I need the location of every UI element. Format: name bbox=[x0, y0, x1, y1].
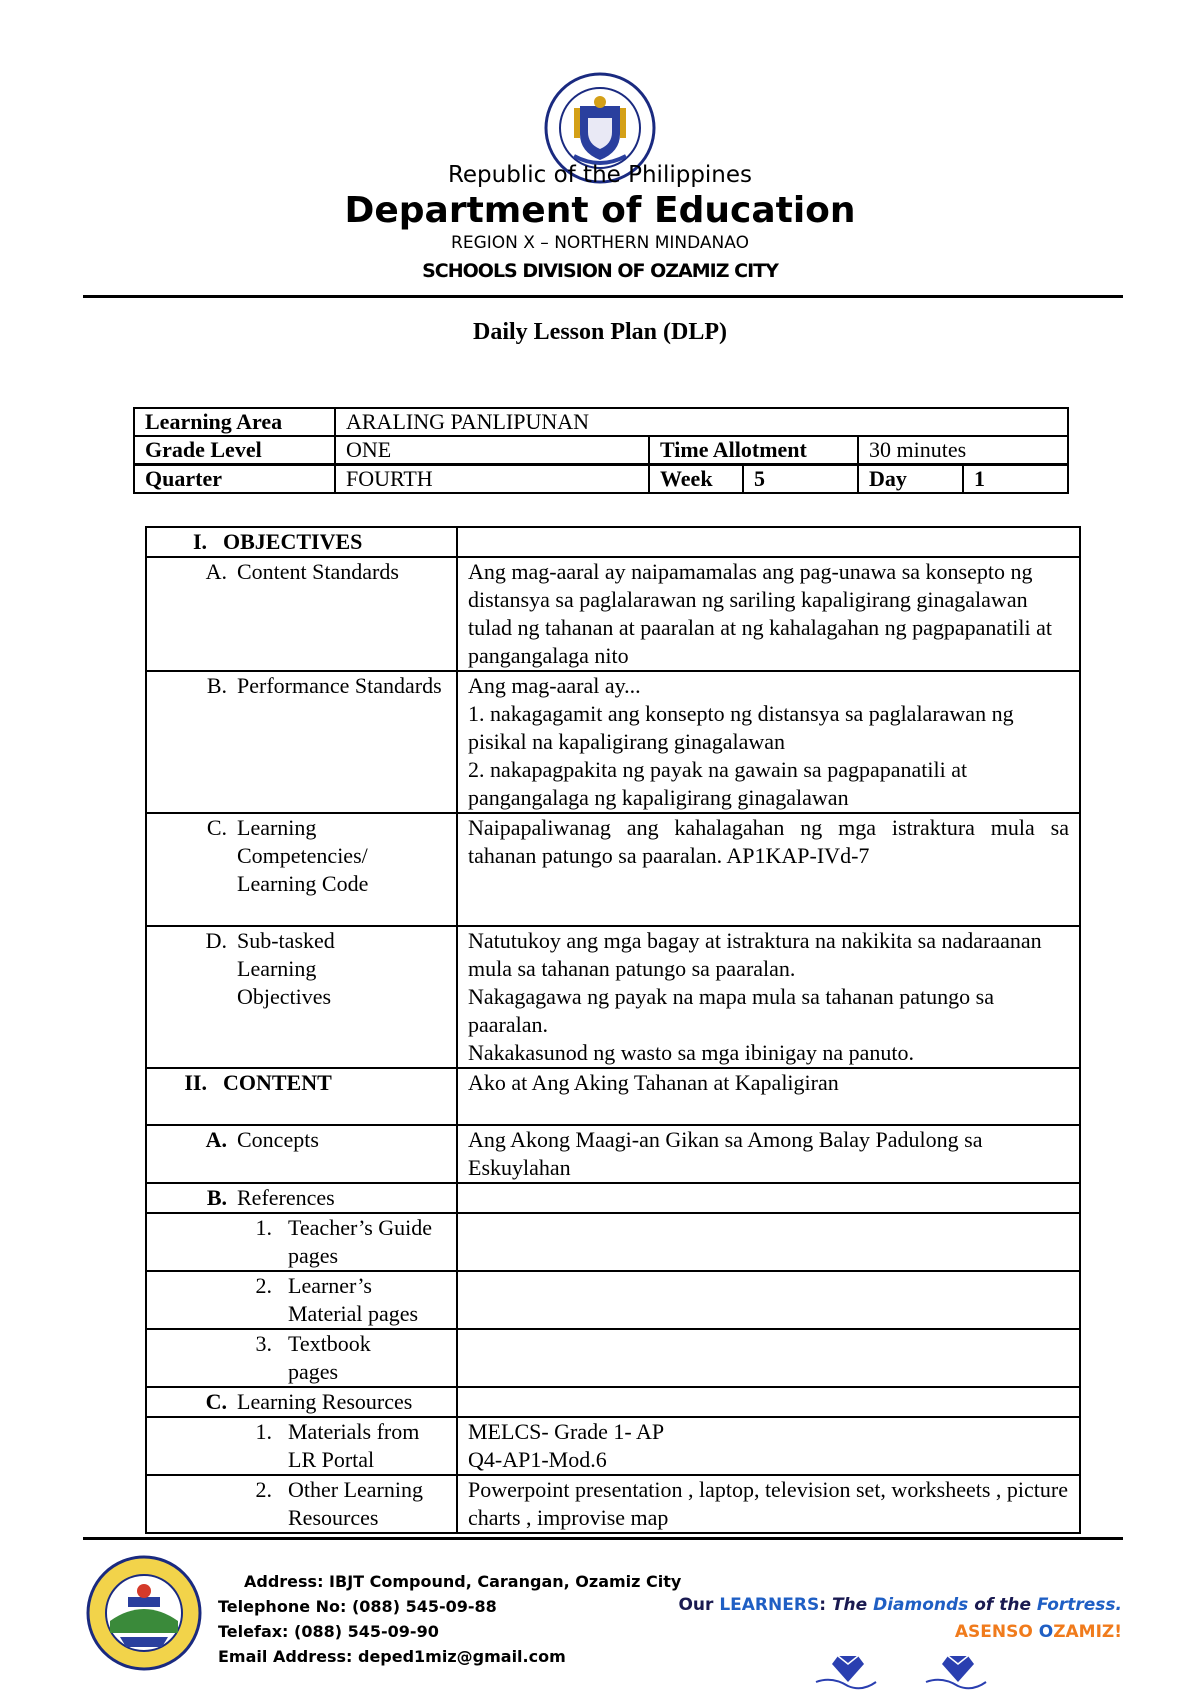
subtasked-objectives-row bbox=[146, 926, 1080, 1068]
motto-fortress: Fortress. bbox=[1036, 1595, 1122, 1615]
document-title: Daily Lesson Plan (DLP) bbox=[472, 319, 727, 345]
content-label: CONTENT bbox=[223, 1070, 332, 1095]
performance-intro: Ang mag-aaral ay... bbox=[468, 673, 641, 698]
concepts-row bbox=[146, 1125, 1080, 1183]
footer-email: Email Address: deped1miz@gmail.com bbox=[218, 1647, 566, 1666]
textbook-label: Textbook pages bbox=[288, 1331, 371, 1384]
teachers-guide-value bbox=[457, 1213, 1080, 1271]
content-standards-row bbox=[146, 557, 1080, 671]
subtasked-objectives-letter: D. bbox=[205, 928, 227, 953]
learners-material-row bbox=[146, 1271, 1080, 1329]
motto-learners: LEARNERS bbox=[719, 1595, 820, 1615]
performance-standards-row bbox=[146, 671, 1080, 813]
subtask-1: Natutukoy ang mga bagay at istraktura na nakikita sa nadaraanan mula sa tahanan patungo sa paaralan. bbox=[468, 928, 1042, 981]
learning-area-value: ARALING PANLIPUNAN bbox=[335, 408, 1068, 436]
concepts-letter: A. bbox=[205, 1127, 227, 1152]
asenso-zamiz: ZAMIZ! bbox=[1053, 1622, 1122, 1642]
lesson-plan-table bbox=[145, 526, 1081, 1534]
lr-portal-line-1: MELCS- Grade 1- AP bbox=[468, 1419, 665, 1444]
time-allotment-value: 30 minutes bbox=[858, 436, 1068, 464]
teachers-guide-label: Teacher’s Guide pages bbox=[288, 1215, 433, 1268]
day-value: 1 bbox=[963, 465, 1068, 493]
references-letter: B. bbox=[206, 1185, 227, 1210]
lr-portal-row bbox=[146, 1417, 1080, 1475]
footer-telefax: Telefax: (088) 545-09-90 bbox=[218, 1622, 439, 1641]
motto-the: The bbox=[831, 1595, 868, 1615]
footer-motto bbox=[640, 1593, 1122, 1618]
subtask-3: Nakakasunod ng wasto sa mga ibinigay na panuto. bbox=[468, 1040, 915, 1065]
diamonds-logo-left bbox=[812, 1652, 880, 1692]
textbook-value bbox=[457, 1329, 1080, 1387]
other-resources-text: Powerpoint presentation , laptop, television set, worksheets , picture charts , improvise map bbox=[457, 1475, 1080, 1533]
footer-telephone: Telephone No: (088) 545-09-88 bbox=[218, 1597, 497, 1616]
footer-rule bbox=[83, 1537, 1123, 1540]
ozamiz-division-seal bbox=[86, 1555, 202, 1671]
lesson-info-table bbox=[133, 407, 1069, 465]
learners-material-label: Learner’s Material pages bbox=[288, 1273, 419, 1326]
footer-address: Address: IBJT Compound, Carangan, Ozamiz City bbox=[244, 1572, 682, 1591]
lr-portal-label: Materials from LR Portal bbox=[288, 1419, 420, 1472]
concepts-text: Ang Akong Maagi-an Gikan sa Among Balay Padulong sa Eskuylahan bbox=[457, 1125, 1080, 1183]
performance-item-1: 1. nakagagamit ang konsepto ng distansya sa paglalarawan ng pisikal na kapaligirang ginagalawan bbox=[468, 701, 1014, 754]
motto-diamonds: Diamonds bbox=[873, 1595, 969, 1615]
subtask-2: Nakagagawa ng payak na mapa mula sa tahanan patungo sa paaralan. bbox=[468, 984, 994, 1037]
republic-line: Republic of the Philippines bbox=[447, 162, 753, 188]
objectives-row bbox=[146, 527, 1080, 557]
content-number: II. bbox=[184, 1070, 207, 1095]
references-row bbox=[146, 1183, 1080, 1213]
motto-our: Our bbox=[678, 1595, 714, 1615]
learning-competencies-text: Naipapaliwanag ang kahalagahan ng mga istraktura mula sa tahanan patungo sa paaralan. AP1KAP-IVd-7 bbox=[457, 813, 1080, 926]
learning-resources-row bbox=[146, 1387, 1080, 1417]
lr-portal-line-2: Q4-AP1-Mod.6 bbox=[468, 1447, 607, 1472]
region-line: REGION X – NORTHERN MINDANAO bbox=[451, 233, 749, 253]
motto-of-the: of the bbox=[974, 1595, 1031, 1615]
learning-resources-label: Learning Resources bbox=[237, 1389, 413, 1414]
performance-standards-label: Performance Standards bbox=[237, 673, 442, 698]
footer-asenso bbox=[640, 1620, 1122, 1645]
references-label: References bbox=[237, 1185, 335, 1210]
other-resources-label: Other Learning Resources bbox=[288, 1477, 423, 1530]
week-value: 5 bbox=[743, 465, 858, 493]
content-standards-text: Ang mag-aaral ay naipamamalas ang pag-unawa sa konsepto ng distansya sa paglalarawan ng sariling kapaligirang ginagalawan tulad ng tahanan at paaralan at ng kahalagahan ng pagpapanatili at pangangalaga nito bbox=[457, 557, 1080, 671]
objectives-label: OBJECTIVES bbox=[223, 529, 363, 554]
motto-colon: : bbox=[819, 1595, 827, 1615]
quarter-value: FOURTH bbox=[335, 465, 649, 493]
textbook-number: 3. bbox=[255, 1331, 272, 1356]
learners-material-number: 2. bbox=[255, 1273, 272, 1298]
learning-competencies-letter: C. bbox=[206, 815, 227, 840]
teachers-guide-row bbox=[146, 1213, 1080, 1271]
learning-area-label: Learning Area bbox=[134, 408, 335, 436]
quarter-label: Quarter bbox=[134, 465, 335, 493]
content-standards-label: Content Standards bbox=[237, 559, 399, 584]
department-title: Department of Education bbox=[344, 190, 856, 231]
objectives-number: I. bbox=[192, 529, 207, 554]
asenso-word: ASENSO bbox=[954, 1622, 1033, 1642]
grade-level-value: ONE bbox=[335, 436, 649, 464]
division-line: SCHOOLS DIVISION OF OZAMIZ CITY bbox=[422, 260, 778, 282]
asenso-o: O bbox=[1038, 1622, 1054, 1642]
lr-portal-number: 1. bbox=[255, 1419, 272, 1444]
subtasked-objectives-label: Sub-tasked Learning Objectives bbox=[237, 928, 335, 1009]
header-rule bbox=[83, 295, 1123, 298]
concepts-label: Concepts bbox=[237, 1127, 319, 1152]
grade-level-label: Grade Level bbox=[134, 436, 335, 464]
content-row bbox=[146, 1068, 1080, 1125]
quarter-row-table bbox=[133, 464, 1069, 494]
learners-material-value bbox=[457, 1271, 1080, 1329]
other-resources-number: 2. bbox=[255, 1477, 272, 1502]
diamonds-logo-right bbox=[922, 1652, 990, 1692]
learning-competencies-label: Learning Competencies/ Learning Code bbox=[237, 815, 369, 896]
teachers-guide-number: 1. bbox=[255, 1215, 272, 1240]
performance-item-2: 2. nakapagpakita ng payak na gawain sa pagpapanatili at pangangalaga ng kapaligirang ginagalawan bbox=[468, 757, 968, 810]
content-standards-letter: A. bbox=[205, 559, 227, 584]
textbook-row bbox=[146, 1329, 1080, 1387]
week-label: Week bbox=[649, 465, 743, 493]
content-text: Ako at Ang Aking Tahanan at Kapaligiran bbox=[457, 1068, 1080, 1125]
learning-resources-letter: C. bbox=[205, 1389, 227, 1414]
day-label: Day bbox=[858, 465, 963, 493]
time-allotment-label: Time Allotment bbox=[649, 436, 858, 464]
learning-competencies-row bbox=[146, 813, 1080, 926]
performance-standards-letter: B. bbox=[206, 673, 227, 698]
other-resources-row bbox=[146, 1475, 1080, 1533]
footer-contact bbox=[218, 1569, 718, 1669]
